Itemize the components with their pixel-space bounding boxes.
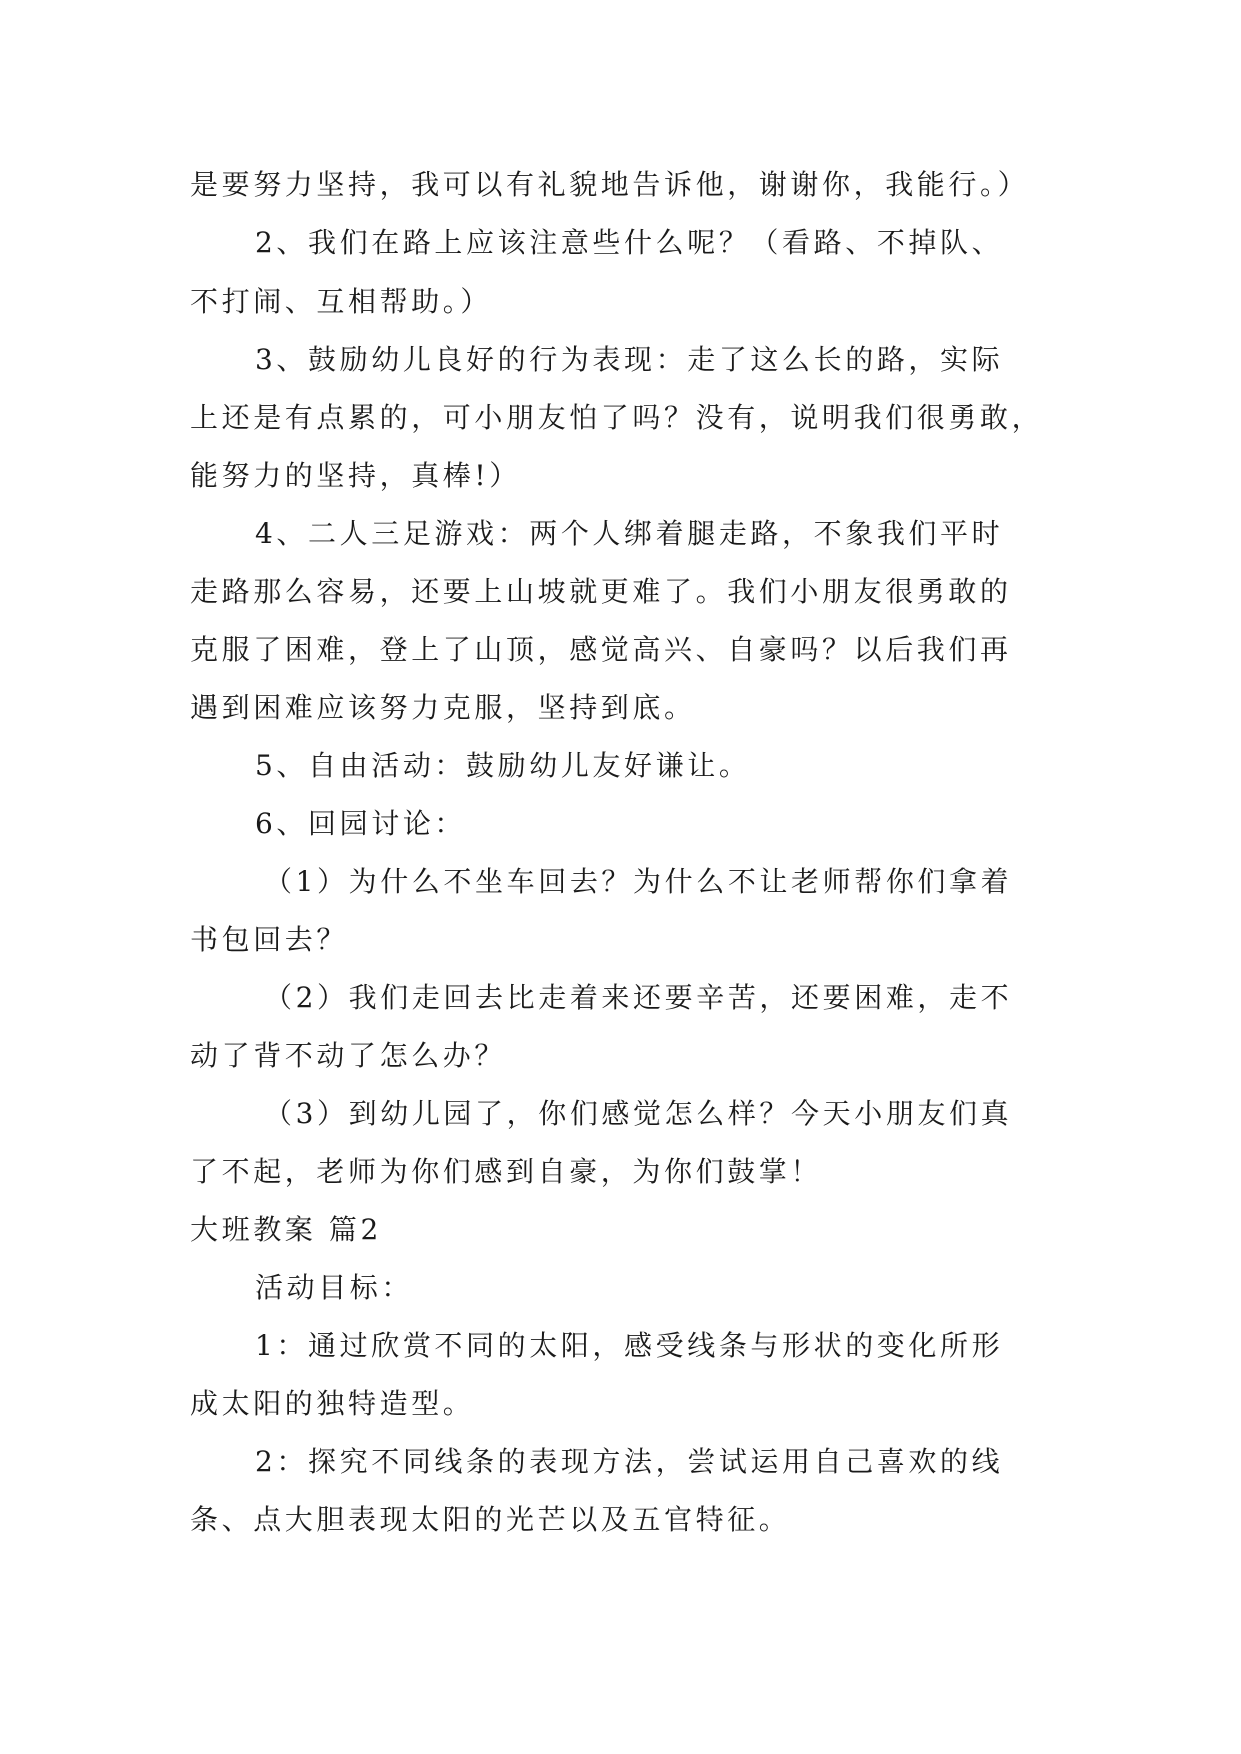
paragraph-line: 2、我们在路上应该注意些什么呢？（看路、不掉队、 [255,226,1004,259]
paragraph-line: 条、点大胆表现太阳的光芒以及五官特征。 [190,1503,791,1536]
paragraph-line: 2：探究不同线条的表现方法，尝试运用自己喜欢的线 [255,1445,1004,1478]
paragraph-line: 走路那么容易，还要上山坡就更难了。我们小朋友很勇敢的 [190,575,1012,608]
paragraph-line: 了不起，老师为你们感到自豪，为你们鼓掌！ [190,1155,823,1188]
paragraph-line: （1）为什么不坐车回去？为什么不让老师帮你们拿着 [264,865,1013,898]
paragraph-line: 遇到困难应该努力克服，坚持到底。 [190,691,696,724]
paragraph-line: 克服了困难，登上了山顶，感觉高兴、自豪吗？以后我们再 [190,633,1012,666]
paragraph-line: 活动目标： [255,1271,414,1304]
paragraph-line: 3、鼓励幼儿良好的行为表现：走了这么长的路，实际 [255,343,1004,376]
section-heading: 大班教案 篇2 [190,1213,382,1246]
paragraph-line: 是要努力坚持，我可以有礼貌地告诉他，谢谢你，我能行。） [190,168,1030,201]
paragraph-line: 书包回去？ [190,923,349,956]
paragraph-line: 动了背不动了怎么办？ [190,1039,507,1072]
paragraph-line: 4、二人三足游戏：两个人绑着腿走路，不象我们平时 [255,517,1004,550]
paragraph-line: 6、回园讨论： [255,807,467,840]
paragraph-line: 能努力的坚持，真棒!） [190,459,521,492]
paragraph-line: 不打闹、互相帮助。） [190,285,493,318]
paragraph-line: 成太阳的独特造型。 [190,1387,475,1420]
paragraph-line: 上还是有点累的，可小朋友怕了吗？没有，说明我们很勇敢， [190,401,1044,434]
paragraph-line: （3）到幼儿园了，你们感觉怎么样？今天小朋友们真 [264,1097,1013,1130]
paragraph-line: 5、自由活动：鼓励幼儿友好谦让。 [255,749,751,782]
paragraph-line: 1：通过欣赏不同的太阳，感受线条与形状的变化所形 [255,1329,1004,1362]
paragraph-line: （2）我们走回去比走着来还要辛苦，还要困难，走不 [264,981,1013,1014]
